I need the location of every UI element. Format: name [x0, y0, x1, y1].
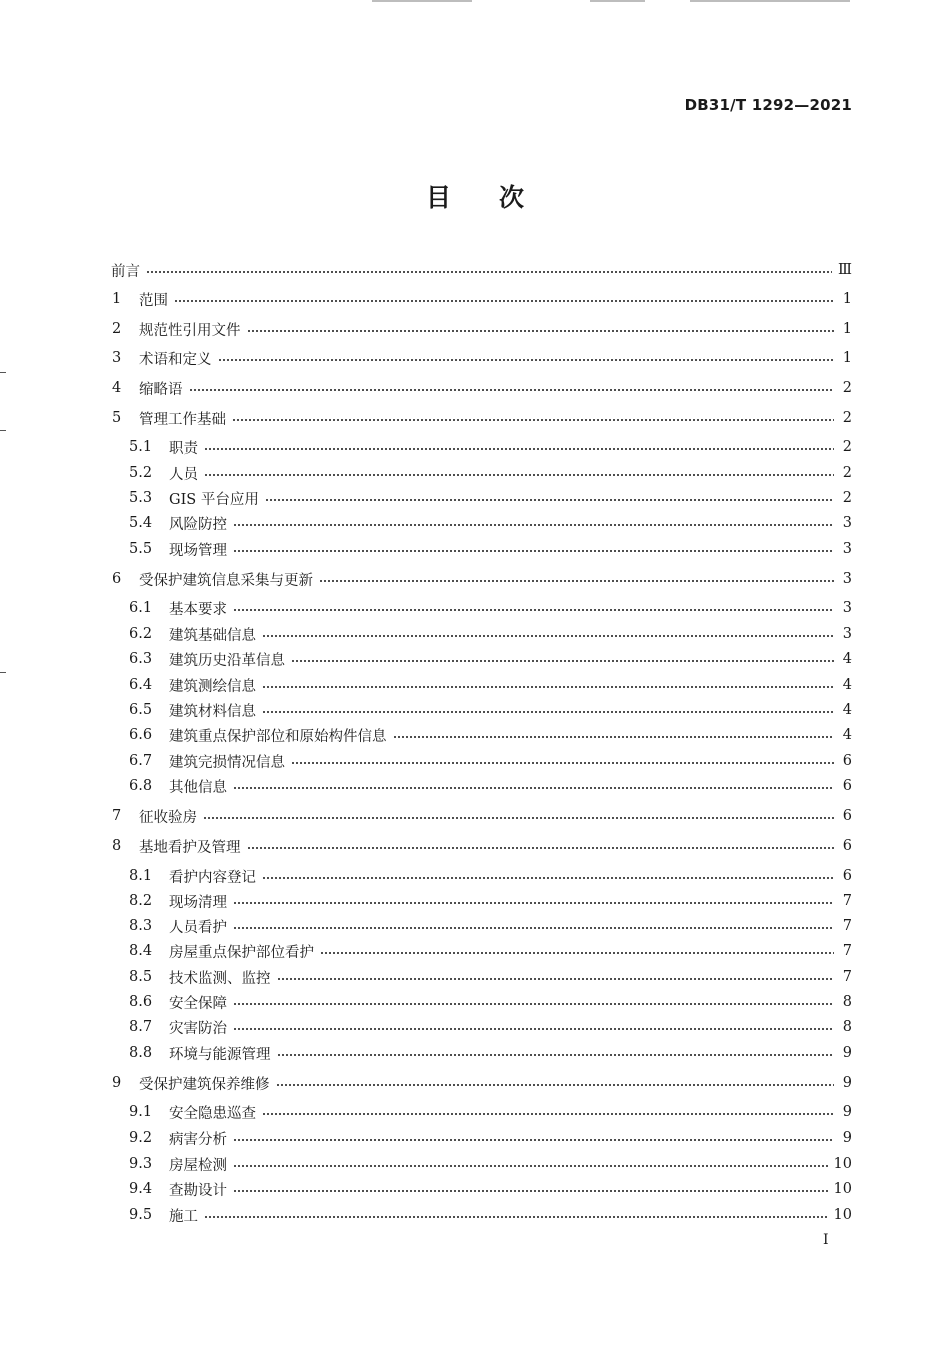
toc-leader-dots: [203, 816, 834, 820]
toc-entry[interactable]: [112, 1073, 852, 1093]
document-number: DB31/T 1292—2021: [684, 96, 852, 114]
toc-entry[interactable]: [129, 539, 852, 559]
toc-entry-number: 8.8: [129, 1045, 153, 1061]
toc-entry-label: 环境与能源管理: [169, 1046, 271, 1063]
toc-leader-dots: [265, 498, 834, 502]
toc-entry[interactable]: [129, 751, 852, 771]
toc-entry-label: 现场管理: [169, 542, 227, 559]
toc-entry-number: 8.5: [129, 969, 153, 985]
toc-entry-label: 技术监测、监控: [169, 970, 271, 987]
toc-entry-label: 房屋检测: [169, 1157, 227, 1174]
toc-leader-dots: [204, 1215, 828, 1219]
toc-entry[interactable]: [129, 675, 852, 695]
toc-entry-page: 1: [842, 291, 852, 307]
toc-entry-page: 7: [842, 969, 852, 985]
toc-entry-number: 6.5: [129, 702, 153, 718]
scan-edge-mark: [0, 430, 6, 431]
toc-entry-page: 7: [842, 918, 852, 934]
toc-entry[interactable]: [112, 289, 852, 309]
toc-leader-dots: [233, 1189, 828, 1193]
toc-leader-dots: [247, 329, 835, 333]
toc-entry-page: 2: [842, 490, 852, 506]
toc-entry-number: 9.3: [129, 1156, 153, 1172]
toc-entry[interactable]: [129, 1017, 852, 1037]
toc-entry-page: 4: [842, 702, 852, 718]
title-char-1: 目: [425, 183, 451, 212]
toc-entry-label: 房屋重点保护部位看护: [169, 944, 314, 961]
scan-edge-mark: [0, 672, 6, 673]
toc-entry-number: 8.6: [129, 994, 153, 1010]
toc-entry[interactable]: [129, 941, 852, 961]
toc-entry-page: 2: [842, 439, 852, 455]
toc-entry-page: 4: [842, 651, 852, 667]
toc-leader-dots: [204, 447, 834, 451]
toc-leader-dots: [218, 358, 835, 362]
toc-entry-page: 3: [842, 571, 852, 587]
page-title: [0, 178, 950, 214]
toc-entry[interactable]: [129, 866, 852, 886]
toc-entry[interactable]: [129, 700, 852, 720]
toc-leader-dots: [233, 1164, 828, 1168]
toc-entry[interactable]: [129, 916, 852, 936]
toc-entry[interactable]: [129, 598, 852, 618]
toc-entry-number: 8.2: [129, 893, 153, 909]
toc-entry-label: 建筑材料信息: [169, 703, 256, 720]
toc-entry[interactable]: [112, 569, 852, 589]
toc-entry-label: 施工: [169, 1208, 198, 1225]
toc-entry-page: 9: [842, 1104, 852, 1120]
toc-entry-number: 1: [112, 291, 122, 307]
toc-leader-dots: [204, 473, 834, 477]
toc-leader-dots: [291, 659, 834, 663]
toc-entry-number: 6.6: [129, 727, 153, 743]
toc-entry[interactable]: [111, 260, 852, 280]
toc-entry-number: 6: [112, 571, 122, 587]
toc-leader-dots: [232, 418, 834, 422]
toc-entry-page: 3: [842, 600, 852, 616]
toc-entry-label: 现场清理: [169, 894, 227, 911]
toc-entry-number: 6.7: [129, 753, 153, 769]
toc-entry-page: 6: [842, 778, 852, 794]
toc-entry-label: 建筑历史沿革信息: [169, 652, 285, 669]
toc-entry-number: 7: [112, 808, 122, 824]
toc-entry-label: 风险防控: [169, 516, 227, 533]
toc-entry-page: Ⅲ: [838, 262, 852, 278]
toc-entry[interactable]: [129, 776, 852, 796]
toc-leader-dots: [189, 388, 835, 392]
toc-entry-label: 其他信息: [169, 779, 227, 796]
toc-leader-dots: [233, 786, 834, 790]
toc-entry-label: 缩略语: [139, 381, 183, 398]
toc-leader-dots: [233, 901, 834, 905]
toc-entry-page: 9: [842, 1130, 852, 1146]
toc-entry-page: 3: [842, 515, 852, 531]
toc-entry[interactable]: [129, 1205, 852, 1225]
toc-entry-number: 2: [112, 321, 122, 337]
toc-leader-dots: [277, 977, 835, 981]
toc-entry-label: 灾害防治: [169, 1020, 227, 1037]
toc-entry-label: 人员: [169, 466, 198, 483]
toc-entry[interactable]: [129, 649, 852, 669]
toc-entry-number: 8.1: [129, 868, 153, 884]
toc-entry[interactable]: [129, 891, 852, 911]
toc-entry-page: 10: [833, 1156, 852, 1172]
toc-entry-label: 前言: [111, 263, 140, 280]
toc-entry-number: 5.5: [129, 541, 153, 557]
toc-leader-dots: [233, 926, 834, 930]
toc-entry-number: 8.3: [129, 918, 153, 934]
toc-entry-number: 5.1: [129, 439, 153, 455]
toc-entry-page: 2: [842, 410, 852, 426]
toc-entry-number: 9.5: [129, 1207, 153, 1223]
toc-entry-label: 管理工作基础: [139, 411, 226, 428]
toc-entry[interactable]: [129, 488, 852, 508]
toc-entry[interactable]: [129, 463, 852, 483]
toc-entry-number: 5.3: [129, 490, 153, 506]
toc-entry-number: 8.7: [129, 1019, 153, 1035]
toc-entry[interactable]: [112, 378, 852, 398]
title-char-2: 次: [499, 183, 525, 212]
toc-leader-dots: [262, 685, 834, 689]
toc-entry[interactable]: [112, 348, 852, 368]
toc-leader-dots: [262, 1112, 834, 1116]
toc-leader-dots: [146, 270, 832, 274]
toc-entry-label: 受保护建筑信息采集与更新: [139, 572, 313, 589]
toc-entry-number: 6.2: [129, 626, 153, 642]
toc-entry-page: 10: [833, 1207, 852, 1223]
toc-leader-dots: [174, 299, 834, 303]
toc-entry-page: 9: [842, 1075, 852, 1091]
toc-entry[interactable]: [112, 408, 852, 428]
toc-entry[interactable]: [129, 1179, 852, 1199]
toc-entry[interactable]: [129, 1128, 852, 1148]
toc-entry-label: 职责: [169, 440, 198, 457]
toc-entry[interactable]: [129, 513, 852, 533]
toc-entry-label: 征收验房: [139, 809, 197, 826]
toc-entry[interactable]: [129, 1102, 852, 1122]
toc-entry-label: 安全隐患巡查: [169, 1105, 256, 1122]
toc-leader-dots: [276, 1083, 835, 1087]
toc-entry[interactable]: [129, 1043, 852, 1063]
toc-entry-label: 建筑完损情况信息: [169, 754, 285, 771]
toc-entry[interactable]: [112, 806, 852, 826]
toc-entry-number: 4: [112, 380, 122, 396]
toc-entry[interactable]: [112, 319, 852, 339]
toc-entry-number: 6.4: [129, 677, 153, 693]
toc-entry-page: 8: [842, 994, 852, 1010]
page-number: I: [823, 1232, 829, 1248]
toc-leader-dots: [233, 608, 834, 612]
toc-leader-dots: [320, 951, 834, 955]
toc-entry-page: 6: [842, 838, 852, 854]
toc-entry-label: 病害分析: [169, 1131, 227, 1148]
toc-entry-number: 6.1: [129, 600, 153, 616]
toc-entry-number: 6.3: [129, 651, 153, 667]
toc-leader-dots: [393, 735, 835, 739]
toc-entry-number: 9.4: [129, 1181, 153, 1197]
toc-entry-page: 3: [842, 541, 852, 557]
toc-entry[interactable]: [129, 992, 852, 1012]
toc-leader-dots: [262, 876, 834, 880]
toc-entry-label: 建筑重点保护部位和原始构件信息: [169, 728, 387, 745]
toc-entry-label: 规范性引用文件: [139, 322, 241, 339]
toc-entry-page: 6: [842, 868, 852, 884]
scan-top-line: [372, 0, 472, 2]
toc-entry-label: 人员看护: [169, 919, 227, 936]
toc-entry-number: 9: [112, 1075, 122, 1091]
toc-entry-number: 8: [112, 838, 122, 854]
toc-entry-label: 建筑基础信息: [169, 627, 256, 644]
toc-entry-page: 7: [842, 943, 852, 959]
toc-entry-number: 9.1: [129, 1104, 153, 1120]
toc-entry-label: 术语和定义: [139, 351, 212, 368]
toc-entry-page: 3: [842, 626, 852, 642]
toc-leader-dots: [262, 710, 834, 714]
scan-top-line: [690, 0, 850, 2]
toc-leader-dots: [262, 634, 834, 638]
toc-entry-page: 10: [833, 1181, 852, 1197]
toc-entry-label: 范围: [139, 292, 168, 309]
toc-leader-dots: [233, 523, 834, 527]
toc-leader-dots: [233, 549, 834, 553]
toc-entry-page: 1: [842, 350, 852, 366]
toc-entry-label: 基地看护及管理: [139, 839, 241, 856]
toc-entry[interactable]: [129, 624, 852, 644]
toc-entry-page: 4: [842, 677, 852, 693]
toc-leader-dots: [233, 1027, 834, 1031]
toc-entry[interactable]: [129, 1154, 852, 1174]
toc-entry-label: GIS 平台应用: [169, 491, 259, 508]
toc-entry-page: 6: [842, 753, 852, 769]
toc-entry-page: 7: [842, 893, 852, 909]
toc-entry-page: 1: [842, 321, 852, 337]
toc-entry[interactable]: [112, 836, 852, 856]
toc-entry-page: 2: [842, 465, 852, 481]
toc-leader-dots: [319, 579, 834, 583]
toc-entry-number: 8.4: [129, 943, 153, 959]
toc-entry-number: 6.8: [129, 778, 153, 794]
toc-leader-dots: [277, 1053, 835, 1057]
toc-entry-page: 8: [842, 1019, 852, 1035]
toc-entry-number: 3: [112, 350, 122, 366]
toc-entry-label: 受保护建筑保养维修: [139, 1076, 270, 1093]
toc-entry-number: 5.2: [129, 465, 153, 481]
toc-leader-dots: [291, 761, 834, 765]
scan-top-line: [590, 0, 645, 2]
toc-entry-number: 9.2: [129, 1130, 153, 1146]
toc-entry[interactable]: [129, 437, 852, 457]
toc-entry-page: 2: [842, 380, 852, 396]
toc-leader-dots: [233, 1138, 834, 1142]
toc-entry-label: 安全保障: [169, 995, 227, 1012]
toc-entry[interactable]: [129, 725, 852, 745]
toc-entry-label: 查勘设计: [169, 1182, 227, 1199]
scan-edge-mark: [0, 372, 6, 373]
toc-entry-page: 4: [842, 727, 852, 743]
toc-entry-label: 基本要求: [169, 601, 227, 618]
toc-entry-page: 6: [842, 808, 852, 824]
toc-entry[interactable]: [129, 967, 852, 987]
toc-entry-label: 建筑测绘信息: [169, 678, 256, 695]
toc-entry-page: 9: [842, 1045, 852, 1061]
toc-entry-label: 看护内容登记: [169, 869, 256, 886]
toc-leader-dots: [233, 1002, 834, 1006]
toc-entry-number: 5.4: [129, 515, 153, 531]
toc-entry-number: 5: [112, 410, 122, 426]
toc-leader-dots: [247, 846, 835, 850]
